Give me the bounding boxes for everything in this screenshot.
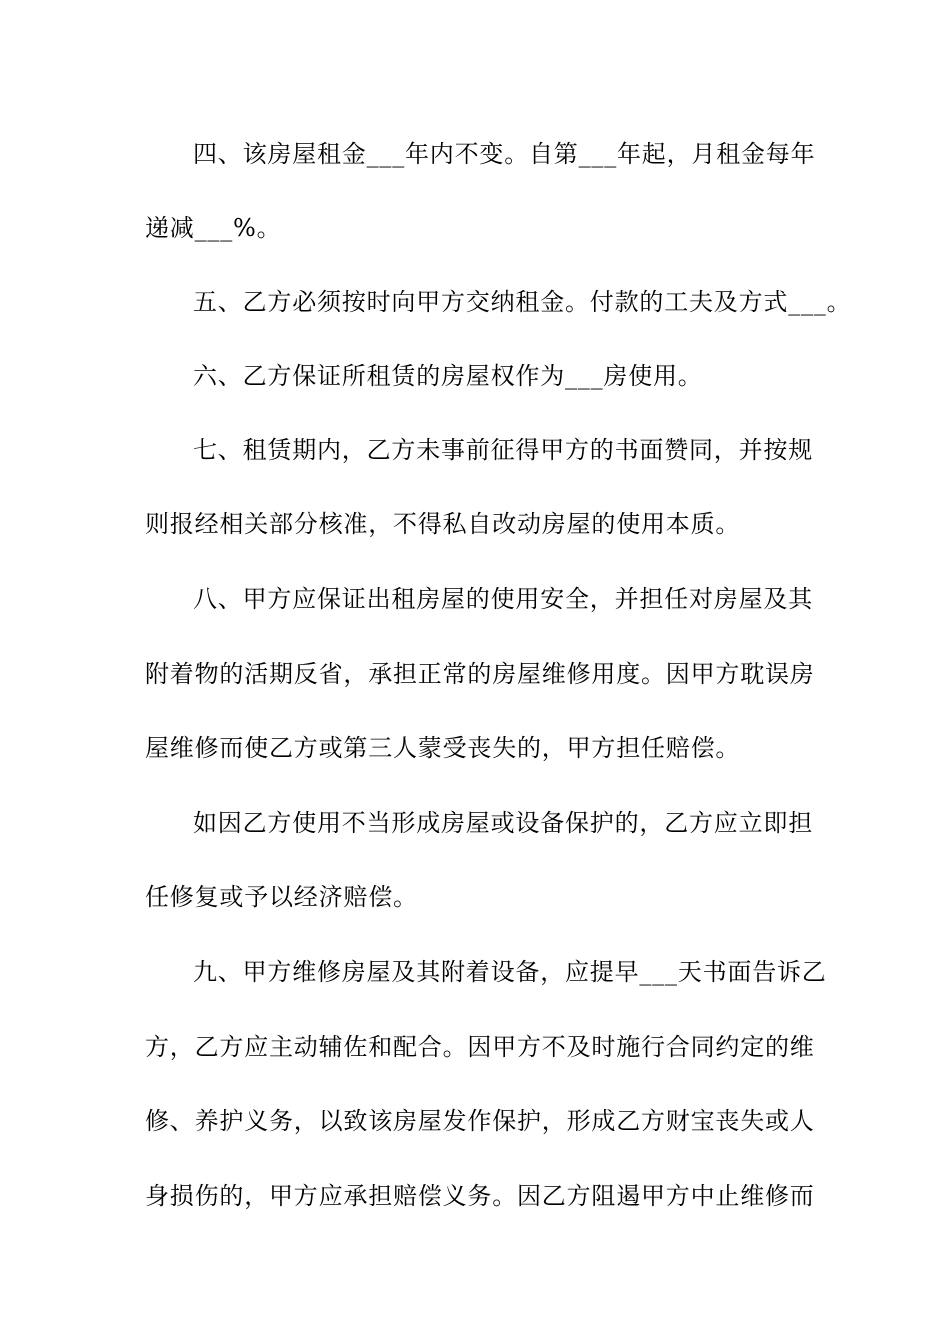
- text-line: 五、乙方必须按时向甲方交纳租金。付款的工夫及方式___。: [193, 288, 852, 316]
- text-line: 七、租赁期内，乙方未事前征得甲方的书面赞同，并按规: [193, 436, 813, 464]
- text-line: 身损伤的，甲方应承担赔偿义务。因乙方阻遏甲方中止维修而: [145, 1182, 815, 1210]
- text-line: 则报经相关部分核准，不得私自改动房屋的使用本质。: [145, 510, 741, 538]
- text-line: 如因乙方使用不当形成房屋或设备保护的，乙方应立即担: [193, 809, 813, 837]
- text-line: 八、甲方应保证出租房屋的使用安全，并担任对房屋及其: [193, 585, 813, 613]
- text-line: 四、该房屋租金___年内不变。自第___年起，月租金每年: [193, 140, 816, 168]
- text-line: 六、乙方保证所租赁的房屋权作为___房使用。: [193, 362, 703, 390]
- text-line: 附着物的活期反省，承担正常的房屋维修用度。因甲方耽误房: [145, 660, 815, 688]
- text-line: 九、甲方维修房屋及其附着设备，应提早___天书面告诉乙: [193, 958, 827, 986]
- text-line: 任修复或予以经济赔偿。: [145, 883, 418, 911]
- text-line: 递减___%。: [145, 214, 282, 242]
- text-line: 修、养护义务，以致该房屋发作保护，形成乙方财宝丧失或人: [145, 1107, 815, 1135]
- text-line: 方，乙方应主动辅佐和配合。因甲方不及时施行合同约定的维: [145, 1033, 815, 1061]
- text-line: 屋维修而使乙方或第三人蒙受丧失的，甲方担任赔偿。: [145, 734, 741, 762]
